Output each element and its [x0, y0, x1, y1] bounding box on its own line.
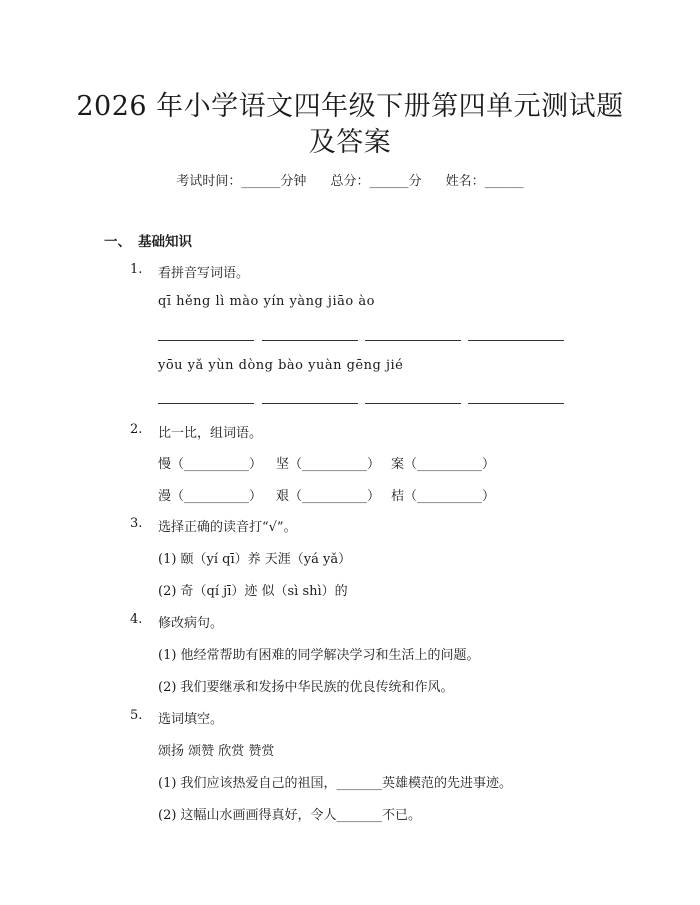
word-bank: 颂扬 颂赞 欣赏 赞赏 [158, 744, 275, 759]
section-heading [104, 230, 192, 250]
student-name: 姓名：______ [445, 174, 524, 189]
question-number: 5. [130, 708, 143, 723]
word-group-item: 桔（__________） [391, 489, 496, 504]
answer-line[interactable] [262, 340, 358, 341]
exam-meta [0, 170, 700, 189]
answer-line[interactable] [262, 403, 358, 404]
question-number: 3. [130, 516, 143, 531]
answer-line[interactable] [468, 340, 564, 341]
answer-lines [158, 403, 564, 405]
question-subitem: (2) 我们要继承和发扬中华民族的优良传统和作风。 [158, 680, 454, 695]
question-text: 修改病句。 [158, 616, 224, 631]
answer-line[interactable] [468, 403, 564, 404]
question-number: 4. [130, 612, 143, 627]
answer-lines [158, 340, 564, 342]
pinyin-row: qī hěng lì mào yín yàng jiāo ào [158, 294, 375, 309]
section-label: 基础知识 [138, 234, 192, 250]
answer-line[interactable] [158, 340, 254, 341]
answer-line[interactable] [365, 403, 461, 404]
section-number: 一、 [104, 234, 131, 250]
exam-time: 考试时间：______分钟 [176, 174, 307, 189]
question-subitem: (2) 这幅山水画画得真好，令人_______不已。 [158, 808, 422, 823]
word-group-item: 漫（__________） [158, 489, 263, 504]
question-text: 选词填空。 [158, 712, 224, 727]
word-group-item: 艰（__________） [276, 489, 381, 504]
word-group-item: 慢（__________） [158, 457, 263, 472]
question-text: 选择正确的读音打“√”。 [158, 520, 297, 535]
word-group-item: 案（__________） [391, 457, 496, 472]
question-subitem: (1) 他经常帮助有困难的同学解决学习和生活上的问题。 [158, 648, 480, 663]
question-subitem: (2) 奇（qí jī）迹 似（sì shì）的 [158, 584, 348, 599]
page-title-continued: 及答案 [308, 127, 392, 158]
answer-line[interactable] [365, 340, 461, 341]
word-group-row [158, 485, 495, 504]
question-subitem: (1) 我们应该热爱自己的祖国，_______英雄模范的先进事迹。 [158, 776, 513, 791]
answer-line[interactable] [158, 403, 254, 404]
question-number: 1. [130, 262, 143, 277]
page-title: 2026 年小学语文四年级下册第四单元测试题 [76, 91, 624, 122]
question-subitem: (1) 颐（yí qī）养 天涯（yá yǎ） [158, 552, 352, 567]
question-number: 2. [130, 422, 143, 437]
pinyin-row: yōu yǎ yùn dòng bào yuàn gēng jié [158, 358, 404, 373]
exam-total-score: 总分：______分 [330, 174, 422, 189]
word-group-row [158, 453, 495, 472]
word-group-item: 坚（__________） [276, 457, 381, 472]
question-text: 比一比，组词语。 [158, 426, 263, 441]
question-text: 看拼音写词语。 [158, 266, 250, 281]
